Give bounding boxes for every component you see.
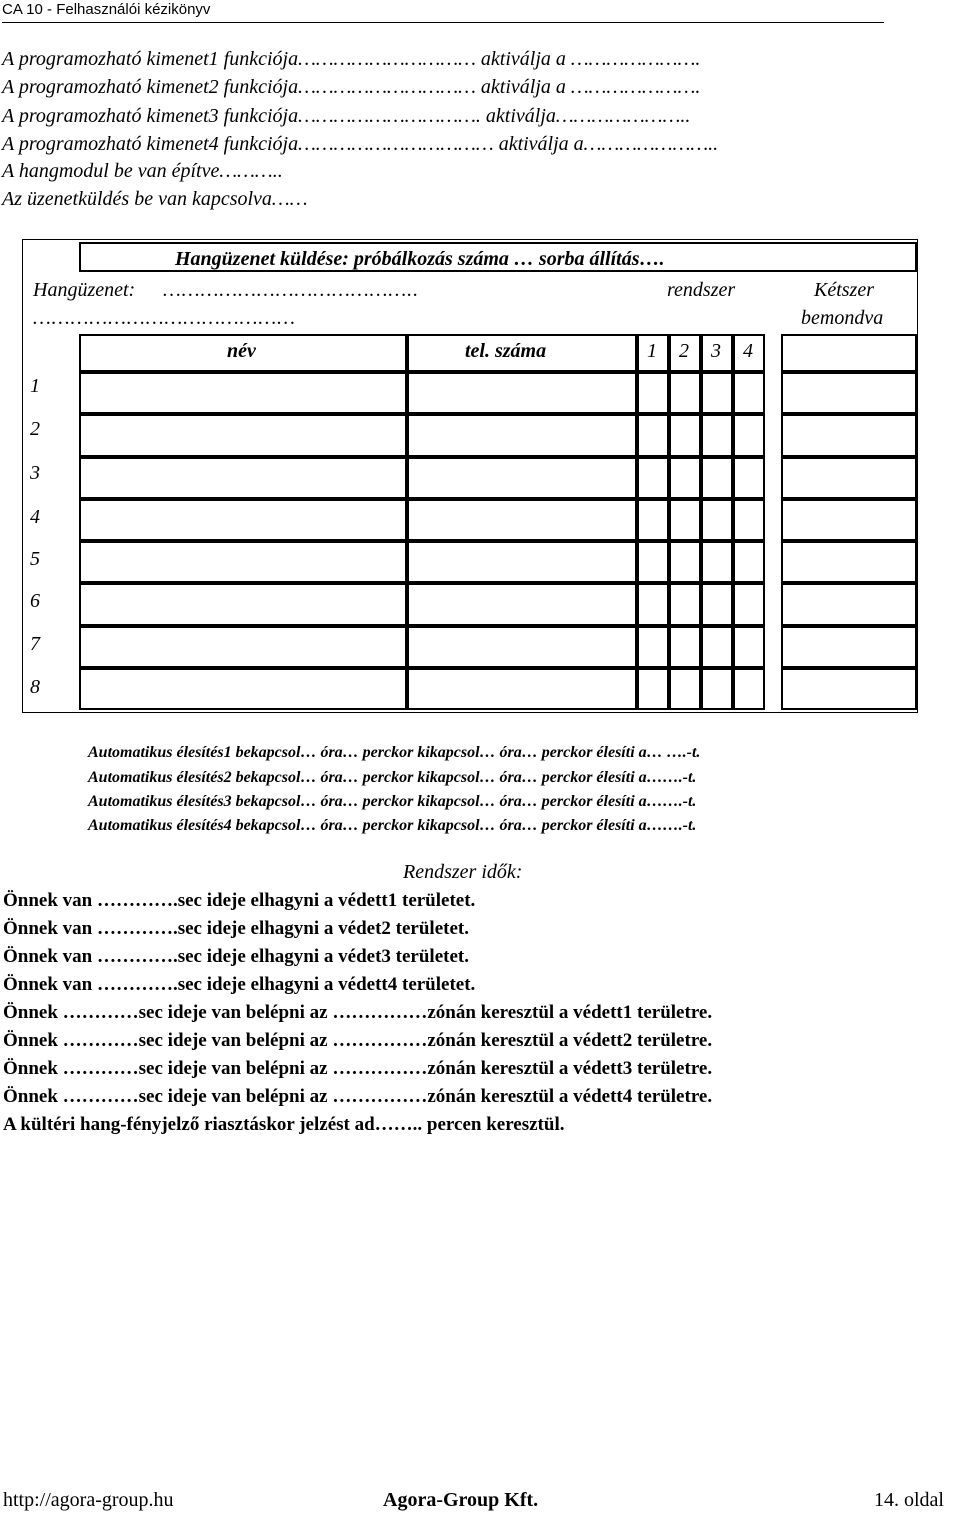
output2-line: A programozható kimenet2 funkciója………………………… aktiválja a …………………. xyxy=(2,76,701,98)
message-dots-2: …………………………………… xyxy=(33,307,296,329)
voice-module-line: A hangmodul be van építve……….. xyxy=(2,160,283,182)
row-number: 4 xyxy=(30,506,40,528)
sys3-cell xyxy=(701,372,733,414)
phone-cell xyxy=(407,541,637,583)
siren-duration: A kültéri hang-fényjelző riasztáskor jelzést ad…….. percen keresztül. xyxy=(3,1114,565,1135)
row-number: 1 xyxy=(30,375,40,397)
footer-url: http://agora-group.hu xyxy=(3,1489,174,1511)
sys4-cell xyxy=(733,541,765,583)
col-sys-1: 1 xyxy=(647,340,657,362)
sys3-cell xyxy=(701,583,733,625)
twice-cell xyxy=(781,626,917,668)
exit-time-1: Önnek van ………….sec ideje elhagyni a védett1 területet. xyxy=(3,890,476,911)
sys1-cell xyxy=(637,499,669,541)
entry-time-2: Önnek …………sec ideje van belépni az ……………zónán keresztül a védett2 területre. xyxy=(3,1030,713,1051)
row-number: 8 xyxy=(30,676,40,698)
row-number: 5 xyxy=(30,548,40,570)
twice-label-1: Kétszer xyxy=(814,279,874,301)
exit-time-3: Önnek van ………….sec ideje elhagyni a védet3 területet. xyxy=(3,946,469,967)
twice-cell xyxy=(781,583,917,625)
footer-company: Agora-Group Kft. xyxy=(383,1489,539,1511)
output3-line: A programozható kimenet3 funkciója…………………………. aktiválja………………….. xyxy=(2,105,691,127)
name-cell xyxy=(79,541,407,583)
sys4-cell xyxy=(733,499,765,541)
entry-time-4: Önnek …………sec ideje van belépni az ……………zónán keresztül a védett4 területre. xyxy=(3,1086,713,1107)
sys4-cell xyxy=(733,414,765,456)
page-header xyxy=(2,0,884,23)
col-sys-3: 3 xyxy=(711,340,721,362)
sys4-cell xyxy=(733,372,765,414)
sys2-cell xyxy=(669,583,701,625)
twice-header-cell xyxy=(781,334,917,372)
twice-cell xyxy=(781,372,917,414)
auto-arming-1: Automatikus élesítés1 bekapcsol… óra… perckor kikapcsol… óra… perckor élesíti a… ….-t. xyxy=(88,744,701,761)
sys3-cell xyxy=(701,668,733,710)
name-cell xyxy=(79,372,407,414)
sys4-cell xyxy=(733,668,765,710)
phone-cell xyxy=(407,372,637,414)
output1-line: A programozható kimenet1 funkciója………………………… aktiválja a …………………. xyxy=(2,48,701,70)
phone-cell xyxy=(407,414,637,456)
phone-cell xyxy=(407,626,637,668)
phone-cell xyxy=(407,668,637,710)
footer-page: 14. oldal xyxy=(874,1489,944,1511)
sys4-cell xyxy=(733,583,765,625)
sys1-cell xyxy=(637,414,669,456)
sys2-cell xyxy=(669,541,701,583)
table-heading: Hangüzenet küldése: próbálkozás száma … sorba állítás…. xyxy=(175,248,665,270)
messaging-line: Az üzenetküldés be van kapcsolva…… xyxy=(2,188,308,210)
sys3-cell xyxy=(701,457,733,499)
sys3-cell xyxy=(701,499,733,541)
sys3-cell xyxy=(701,626,733,668)
sys1-cell xyxy=(637,457,669,499)
col-sys-4: 4 xyxy=(743,340,753,362)
sys1-cell xyxy=(637,626,669,668)
sys2-cell xyxy=(669,414,701,456)
row-number: 2 xyxy=(30,418,40,440)
twice-cell xyxy=(781,499,917,541)
phone-cell xyxy=(407,499,637,541)
sys4-cell xyxy=(733,626,765,668)
name-cell xyxy=(79,668,407,710)
output4-line: A programozható kimenet4 funkciója…………………………… aktiválja a………………….. xyxy=(2,133,719,155)
twice-cell xyxy=(781,668,917,710)
phone-cell xyxy=(407,583,637,625)
name-cell xyxy=(79,457,407,499)
twice-cell xyxy=(781,541,917,583)
manual-title: CA 10 - Felhasználói kézikönyv xyxy=(2,1,211,18)
message-label: Hangüzenet: xyxy=(33,279,136,301)
col-sys-2: 2 xyxy=(679,340,689,362)
auto-arming-3: Automatikus élesítés3 bekapcsol… óra… perckor kikapcsol… óra… perckor élesíti a…….-t. xyxy=(88,793,697,810)
auto-arming-2: Automatikus élesítés2 bekapcsol… óra… perckor kikapcsol… óra… perckor élesíti a…….-t. xyxy=(88,769,697,786)
sys3-cell xyxy=(701,414,733,456)
sys1-cell xyxy=(637,583,669,625)
name-cell xyxy=(79,583,407,625)
name-cell xyxy=(79,414,407,456)
col-name: név xyxy=(227,340,256,362)
sys2-cell xyxy=(669,372,701,414)
name-cell xyxy=(79,626,407,668)
voice-message-table xyxy=(22,239,918,713)
sys3-cell xyxy=(701,541,733,583)
message-dots-1: ………………………………….. xyxy=(163,279,420,301)
phone-cell xyxy=(407,457,637,499)
sys2-cell xyxy=(669,499,701,541)
exit-time-4: Önnek van ………….sec ideje elhagyni a védett4 területet. xyxy=(3,974,476,995)
twice-label-2: bemondva xyxy=(801,307,884,329)
row-number: 3 xyxy=(30,462,40,484)
sys2-cell xyxy=(669,457,701,499)
name-cell xyxy=(79,499,407,541)
twice-cell xyxy=(781,457,917,499)
entry-time-1: Önnek …………sec ideje van belépni az ……………zónán keresztül a védett1 területre. xyxy=(3,1002,713,1023)
sys2-cell xyxy=(669,626,701,668)
system-times-title: Rendszer idők: xyxy=(403,861,523,883)
sys2-cell xyxy=(669,668,701,710)
twice-cell xyxy=(781,414,917,456)
sys1-cell xyxy=(637,372,669,414)
sys4-cell xyxy=(733,457,765,499)
entry-time-3: Önnek …………sec ideje van belépni az ……………zónán keresztül a védett3 területre. xyxy=(3,1058,713,1079)
col-phone: tel. száma xyxy=(465,340,547,362)
row-number: 7 xyxy=(30,633,40,655)
sys1-cell xyxy=(637,541,669,583)
sys1-cell xyxy=(637,668,669,710)
exit-time-2: Önnek van ………….sec ideje elhagyni a védet2 területet. xyxy=(3,918,469,939)
system-label: rendszer xyxy=(667,279,736,301)
row-number: 6 xyxy=(30,590,40,612)
auto-arming-4: Automatikus élesítés4 bekapcsol… óra… perckor kikapcsol… óra… perckor élesíti a…….-t. xyxy=(88,817,697,834)
